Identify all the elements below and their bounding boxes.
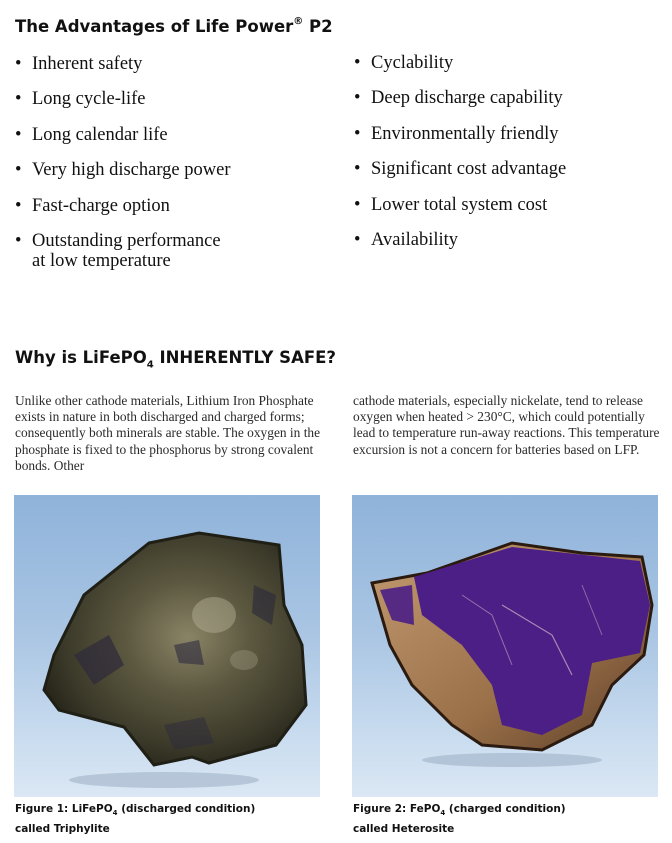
item-label: Very high discharge power [32,160,231,180]
figure-2-caption [353,801,566,837]
item-label: Inherent safety [32,54,143,74]
item-label: Long cycle-life [32,89,146,109]
caption-line2: called Heterosite [353,823,455,836]
subscript: 4 [440,809,446,818]
subscript: 4 [146,358,154,370]
list-item [354,124,566,159]
title-suffix: P2 [303,17,333,37]
bullet-icon: • [354,230,361,250]
list-item [15,125,230,160]
list-item [15,54,230,89]
item-label: Deep discharge capability [371,88,563,108]
bullet-icon: • [354,159,361,179]
item-label-line2: at low temperature [32,251,171,271]
caption-text-end: (discharged condition) [117,803,256,815]
item-label: Fast-charge option [32,196,170,216]
rock-image-heterosite [352,495,658,797]
list-item [354,88,566,124]
heading-text: Why is LiFePO [15,347,147,367]
triphylite-photo [14,495,320,797]
item-label: Availability [371,230,458,250]
bullet-icon: • [15,54,22,74]
list-item [15,160,230,196]
heterosite-photo [352,495,658,797]
bullet-icon: • [15,125,22,145]
item-label: Outstanding performance [32,231,221,251]
rock-image-triphylite [14,495,320,797]
list-item [15,231,230,271]
caption-line2: called Triphylite [15,823,110,836]
caption-text: Figure 1: LiFePO [15,803,113,815]
bullet-icon: • [15,231,22,251]
bullet-icon: • [15,196,22,216]
bullet-icon: • [354,124,361,144]
advantages-title [15,17,333,36]
item-label: Environmentally friendly [371,124,559,144]
list-item [15,89,230,125]
list-item [354,195,566,230]
caption-text: Figure 2: FePO [353,803,441,815]
heading-text-end: INHERENTLY SAFE? [153,347,336,367]
item-label: Significant cost advantage [371,159,567,179]
list-item [354,230,566,250]
list-item [354,53,566,88]
caption-text-end: (charged condition) [445,803,566,815]
figure-1-caption [15,801,255,837]
safety-paragraph-right: cathode materials, especially nickelate, tend to release oxygen when heated > 230°C, which could potentially lead to temperature run-away reactions. This temperature excursion is not a concern for batteries based on LFP. [353,393,660,457]
bullet-icon: • [15,160,22,180]
bullet-icon: • [354,53,361,73]
item-label: Long calendar life [32,125,168,145]
item-label: Lower total system cost [371,195,548,215]
advantages-list-left [15,54,230,271]
list-item [354,159,566,195]
safety-paragraph-left: Unlike other cathode materials, Lithium Iron Phosphate exists in nature in both discharged and charged forms; consequently both minerals are stable. The oxygen in the phosphate is fixed to the phosphorus by strong covalent bonds. Other [15,393,321,473]
bullet-icon: • [354,88,361,108]
item-label: Cyclability [371,53,454,73]
title-text: The Advantages of Life Power [15,17,294,37]
advantages-list-right [354,53,566,250]
subscript: 4 [112,809,118,818]
list-item [15,196,230,231]
registered-mark: ® [293,16,304,28]
bullet-icon: • [354,195,361,215]
safety-heading [15,348,336,370]
bullet-icon: • [15,89,22,109]
